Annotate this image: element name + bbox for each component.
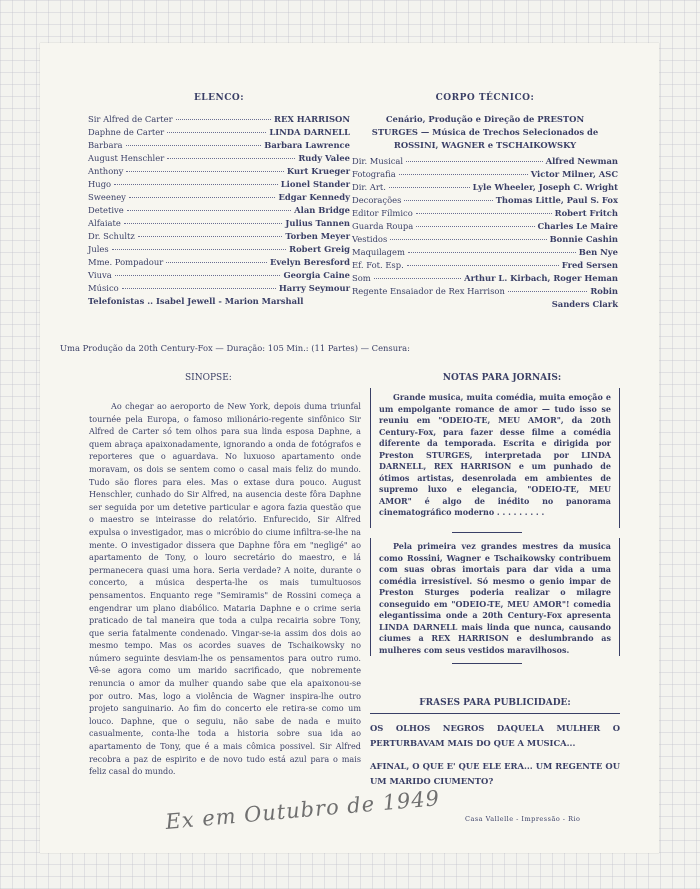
corpo-list bbox=[352, 155, 618, 298]
corpo-row bbox=[352, 259, 618, 272]
corpo-row bbox=[352, 285, 618, 298]
corpo-row bbox=[352, 207, 618, 220]
notas-paragraph-2: Pela primeira vez grandes mestres da musica como Rossini, Wagner e Tschaikowsky contribuem com suas obras imortais para dar vida a uma comédia irresistível. Só mesmo o genio impar de Preston Sturges poderia realizar o milagre conseguido em "ODEIO-TE, MEU AMOR"! comedia elegantissima onde a 20th Century-Fox apresenta LINDA DARNELL mais linda que nunca, causando ciumes a REX HARRISON e deslumbrando as mulheres com seus vestidos maravilhosos. bbox=[379, 541, 611, 655]
elenco-name: REX HARRISON bbox=[273, 114, 350, 124]
elenco-name: Julius Tannen bbox=[285, 218, 350, 228]
corpo-role: Decorações bbox=[352, 195, 402, 205]
corpo-row bbox=[352, 246, 618, 259]
notas-separator-2 bbox=[452, 663, 522, 664]
corpo-name: Bonnie Cashin bbox=[549, 234, 618, 244]
elenco-role: Dr. Schultz bbox=[88, 231, 135, 241]
dot-leader bbox=[127, 210, 291, 211]
elenco-role: Detetive bbox=[88, 205, 124, 215]
elenco-role: Músico bbox=[88, 283, 119, 293]
dot-leader bbox=[374, 278, 461, 279]
corpo-row bbox=[352, 181, 618, 194]
elenco-list bbox=[88, 113, 350, 295]
elenco-role: Mme. Pompadour bbox=[88, 257, 164, 267]
dot-leader bbox=[389, 187, 470, 188]
corpo-name: Charles Le Maire bbox=[537, 221, 618, 231]
dot-leader bbox=[112, 249, 286, 250]
corpo-name: Ben Nye bbox=[578, 247, 618, 257]
frases-title: FRASES PARA PUBLICIDADE: bbox=[419, 698, 571, 708]
elenco-row bbox=[88, 204, 350, 217]
elenco-row bbox=[88, 269, 350, 282]
elenco-name: Barbara Lawrence bbox=[264, 140, 350, 150]
dot-leader bbox=[399, 174, 528, 175]
elenco-row bbox=[88, 126, 350, 139]
elenco-role: Viuva bbox=[88, 270, 112, 280]
elenco-row bbox=[88, 230, 350, 243]
elenco-name: Edgar Kennedy bbox=[278, 192, 350, 202]
corpo-row bbox=[352, 168, 618, 181]
dot-leader bbox=[138, 236, 283, 237]
elenco-role: Anthony bbox=[88, 166, 124, 176]
sinopse-title: SINOPSE: bbox=[185, 373, 232, 383]
notas-title: NOTAS PARA JORNAIS: bbox=[442, 373, 562, 383]
notas-paragraph-1: Grande musica, muita comédia, muita emoção e um empolgante romance de amor — tudo isso se reuniu em "ODEIO-TE, MEU AMOR", da 20th Century-Fox, para fazer desse filme a comédia diferente da temporada. Escrita e dirigida por Preston STURGES, interpretada por LINDA DARNELL, REX HARRISON e um punhado de ótimos artistas, desenrolada em ambientes de supremo luxo e elegancia, "ODEIO-TE, MEU AMOR" é algo de inédito no panorama cinematográfico moderno . . . . . . . . . bbox=[379, 392, 611, 517]
dot-leader bbox=[126, 171, 284, 172]
corpo-name: Robin bbox=[590, 286, 618, 296]
elenco-role: Jules bbox=[88, 244, 109, 254]
elenco-role: Hugo bbox=[88, 179, 112, 189]
frase-2: AFINAL, O QUE E' QUE ELE ERA... UM REGENTE OU UM MARIDO CIUMENTO? bbox=[370, 761, 620, 786]
notas-separator bbox=[452, 532, 522, 533]
notas-box-1 bbox=[370, 388, 620, 528]
frase-1: OS OLHOS NEGROS DAQUELA MULHER O PERTURBAVAM MAIS DO QUE A MUSICA... bbox=[370, 723, 620, 748]
elenco-name: Evelyn Beresford bbox=[270, 257, 350, 267]
dot-leader bbox=[166, 262, 267, 263]
dot-leader bbox=[176, 119, 271, 120]
elenco-name: LINDA DARNELL bbox=[269, 127, 350, 137]
elenco-name: Rudy Valee bbox=[298, 153, 350, 163]
dot-leader bbox=[114, 184, 278, 185]
dot-leader bbox=[508, 291, 587, 292]
elenco-row bbox=[88, 282, 350, 295]
elenco-row bbox=[88, 191, 350, 204]
corpo-role: Dir. Musical bbox=[352, 156, 404, 166]
corpo-row bbox=[352, 220, 618, 233]
corpo-title: CORPO TÉCNICO: bbox=[435, 93, 535, 103]
corpo-role: Som bbox=[352, 273, 371, 283]
elenco-role: Barbara bbox=[88, 140, 123, 150]
dot-leader bbox=[408, 252, 576, 253]
corpo-role: Ef. Fot. Esp. bbox=[352, 260, 404, 270]
dot-leader bbox=[167, 158, 295, 159]
telefonistas-row: Telefonistas .. Isabel Jewell - Marion Marshall bbox=[88, 296, 304, 306]
frases-divider bbox=[370, 713, 620, 714]
elenco-title: ELENCO: bbox=[193, 93, 245, 103]
corpo-name: Victor Milner, ASC bbox=[530, 169, 618, 179]
elenco-row bbox=[88, 152, 350, 165]
elenco-name: Lionel Stander bbox=[280, 179, 350, 189]
sinopse-text: Ao chegar ao aeroporto de New York, depois duma triunfal tournée pela Europa, o famoso milionário-regente sinfônico Sir Alfred de Carter só tem olhos para sua linda esposa Daphne, a quem abraça apaixonadamente, ignorando a onda de fotógrafos e reporteres que o aguardava. No luxuoso apartamento onde moravam, os dois se sentem como o casal mais feliz do mundo. Tudo são flores para eles. Mas o extase dura pouco. August Henschler, cunhado do Sir Alfred, na ausencia deste fôra Daphne ser seguida por um detetive particular e agora fazia questão que o maestro se inteirasse do relatório. Enfurecido, Sir Alfred expulsa o investigador, mas o micróbio do ciume infiltra-se-lhe na mente. O investigador dissera que Daphne fôra em "negligé" ao apartamento de Tony, o louro secretário do maestro, e lá permanecera quasi uma hora. Seria verdade? A noite, durante o concerto, a música desperta-lhe os mais tumultuosos pensamentos. Enquanto rege "Semiramis" de Rossini começa a engendrar um plano diabólico. Mataria Daphne e o crime seria praticado de tal maneira que toda a culpa recairia sobre Tony, que seria fatalmente condenado. Vingar-se-ia assim dos dois ao mesmo tempo. Mas os acordes suaves de Tschaikowsky no número seguinte desviam-lhe os pensamentos para outro rumo. Vê-se agora como um marido sacrificado, que nobremente renuncia o amor da mulher quando sabe que ela apaixonou-se por outro. Mas, logo a violência de Wagner inspira-lhe outro projeto sanguinario. Ao fim do concerto ele retira-se como um louco. Daphne, que o seguiu, não sabe de nada e muito casualmente, conta-lhe toda a historia sobre sua ida ao apartamento de Tony, que é a mais cômica possivel. Sir Alfred recobra a paz de espirito e de novo tudo está azul para o mais feliz casal do mundo. bbox=[89, 401, 361, 777]
elenco-role: August Henschler bbox=[88, 153, 165, 163]
elenco-row bbox=[88, 165, 350, 178]
corpo-row bbox=[352, 155, 618, 168]
elenco-name: Robert Greig bbox=[289, 244, 350, 254]
corpo-row bbox=[352, 272, 618, 285]
dot-leader bbox=[406, 161, 543, 162]
corpo-name: Robert Fritch bbox=[554, 208, 618, 218]
elenco-name: Harry Seymour bbox=[278, 283, 350, 293]
elenco-name: Alan Bridge bbox=[294, 205, 350, 215]
corpo-tecnico-column bbox=[352, 93, 618, 311]
dot-leader bbox=[407, 265, 559, 266]
dot-leader bbox=[390, 239, 546, 240]
elenco-row bbox=[88, 217, 350, 230]
elenco-row bbox=[88, 243, 350, 256]
corpo-role: Fotografia bbox=[352, 169, 396, 179]
handwritten-note: Ex em Outubro de 1949 bbox=[164, 786, 441, 834]
printer-credit: Casa Vallelle - Impressão - Rio bbox=[465, 815, 581, 823]
elenco-row bbox=[88, 113, 350, 126]
dot-leader bbox=[167, 132, 266, 133]
corpo-name: Alfred Newman bbox=[545, 156, 618, 166]
dot-leader bbox=[115, 275, 281, 276]
corpo-name: Thomas Little, Paul S. Fox bbox=[495, 195, 618, 205]
dot-leader bbox=[122, 288, 276, 289]
corpo-last: Sanders Clark bbox=[551, 299, 618, 309]
elenco-name: Torben Meyer bbox=[285, 231, 350, 241]
elenco-role: Sir Alfred de Carter bbox=[88, 114, 173, 124]
elenco-row bbox=[88, 139, 350, 152]
corpo-row bbox=[352, 194, 618, 207]
elenco-role: Daphne de Carter bbox=[88, 127, 165, 137]
dot-leader bbox=[126, 145, 262, 146]
corpo-name: Lyle Wheeler, Joseph C. Wright bbox=[472, 182, 618, 192]
corpo-role: Vestidos bbox=[352, 234, 388, 244]
corpo-role: Editor Fílmico bbox=[352, 208, 413, 218]
corpo-role: Maquilagem bbox=[352, 247, 405, 257]
dot-leader bbox=[416, 226, 534, 227]
production-line: Uma Produção da 20th Century-Fox — Duração: 105 Min.: (11 Partes) — Censura: bbox=[60, 343, 410, 353]
corpo-role: Dir. Art. bbox=[352, 182, 386, 192]
dot-leader bbox=[404, 200, 492, 201]
corpo-name: Fred Sersen bbox=[561, 260, 618, 270]
dot-leader bbox=[124, 223, 283, 224]
corpo-intro: Cenário, Produção e Direção de PRESTON STURGES — Música de Trechos Selecionados de ROSSINI, WAGNER e TSCHAIKOWSKY bbox=[371, 114, 599, 150]
notas-box-2 bbox=[370, 538, 620, 656]
elenco-name: Kurt Krueger bbox=[286, 166, 350, 176]
corpo-role: Guarda Roupa bbox=[352, 221, 414, 231]
document-sheet bbox=[40, 43, 659, 853]
corpo-name: Arthur L. Kirbach, Roger Heman bbox=[464, 273, 618, 283]
elenco-row bbox=[88, 178, 350, 191]
corpo-row bbox=[352, 233, 618, 246]
elenco-row bbox=[88, 256, 350, 269]
corpo-role: Regente Ensaiador de Rex Harrison bbox=[352, 286, 505, 296]
elenco-column bbox=[88, 93, 350, 308]
elenco-role: Alfaiate bbox=[88, 218, 121, 228]
dot-leader bbox=[416, 213, 552, 214]
elenco-role: Sweeney bbox=[88, 192, 126, 202]
dot-leader bbox=[129, 197, 276, 198]
elenco-name: Georgia Caine bbox=[283, 270, 350, 280]
